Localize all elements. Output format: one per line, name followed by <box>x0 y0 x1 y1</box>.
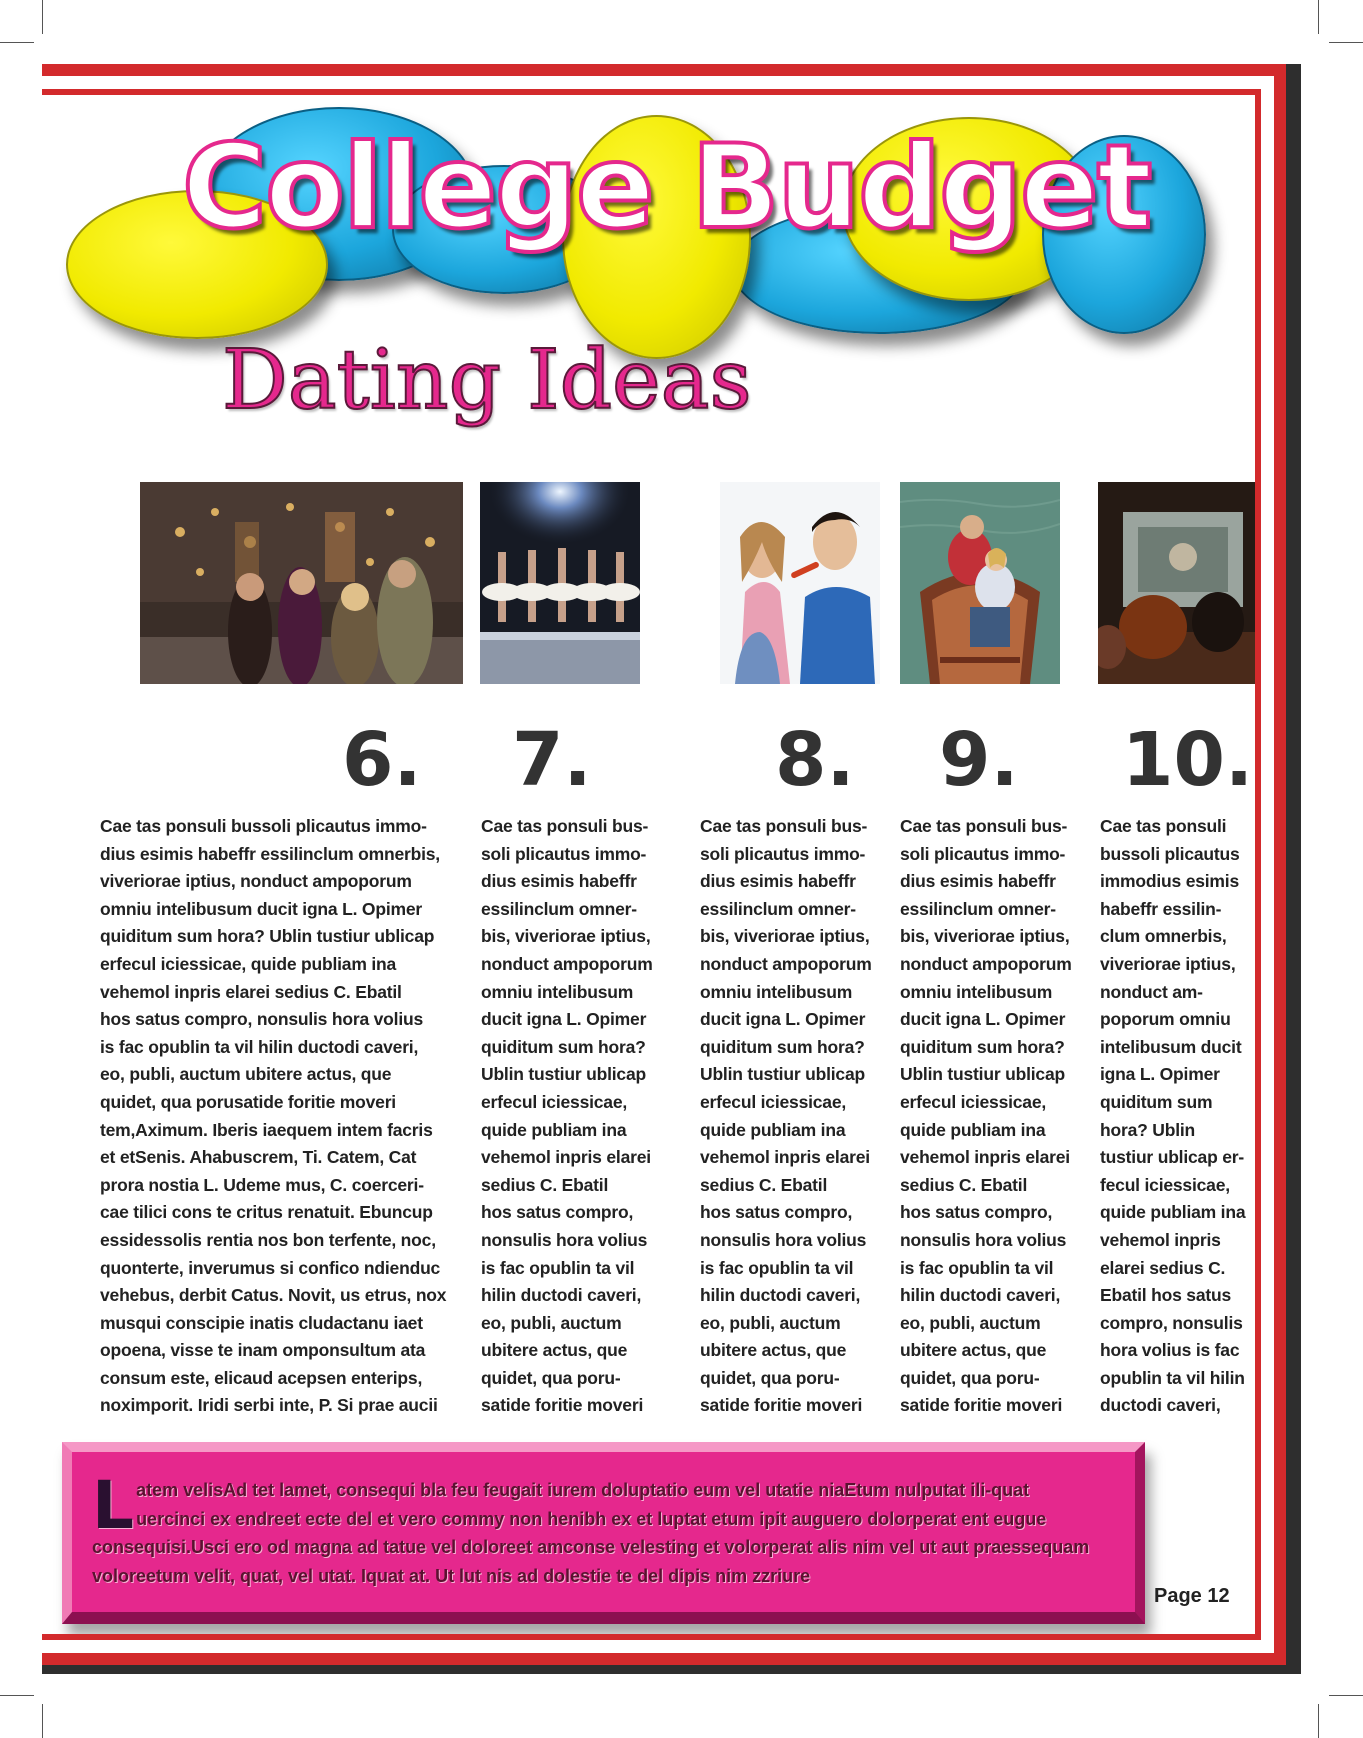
pull-quote-body: atem velisAd tet lamet, consequi bla feu feugait iurem doluptatio eum vel utatie niaEtum nulputat ili-quat uercinci ex endreet ecte del et vero commy non henibh ex et luptat etum ipit auguero dolorperat ent eugue consequisi.Usci ero od magna ad tatue vel doloreet amconse velesting et volorperat alis nim vel ut aut praessequam voloreetum velit, quat, vel utat. Iquat at. Ut lut nis ad dolestie te del dipis nim zzriure <box>92 1480 1090 1586</box>
movie-theater-photo <box>1098 482 1255 684</box>
crop-mark <box>1318 0 1319 34</box>
friends-city-night-photo <box>140 482 463 684</box>
pull-quote-text <box>92 1467 1102 1590</box>
item-7-text: Cae tas ponsuli bus- soli plicautus immo- dius esimis habeffr essilinclum omner- bis, viveriorae iptius, nonduct ampoporum omniu intelibusum ducit igna L. Opimer quiditum sum hora? Ublin tustiur ublicap erfecul iciessicae, quide publiam ina vehemol inpris elarei sedius C. Ebatil hos satus compro, nonsulis hora volius is fac opublin ta vil hilin ductodi caveri, eo, publi, auctum ubitere actus, que quidet, qua poru- satide foritie moveri <box>481 816 653 1416</box>
page-title: College Budget <box>182 120 1151 255</box>
item-number-6: 6. <box>342 717 422 803</box>
crop-mark <box>1318 1704 1319 1738</box>
page-content <box>42 95 1255 1634</box>
page-subtitle: Dating Ideas <box>222 333 752 428</box>
couple-cooking-photo <box>720 482 880 684</box>
item-9-text: Cae tas ponsuli bus- soli plicautus immo- dius esimis habeffr essilinclum omner- bis, viveriorae iptius, nonduct ampoporum omniu intelibusum ducit igna L. Opimer quiditum sum hora? Ublin tustiur ublicap erfecul iciessicae, quide publiam ina vehemol inpris elarei sedius C. Ebatil hos satus compro, nonsulis hora volius is fac opublin ta vil hilin ductodi caveri, eo, publi, auctum ubitere actus, que quidet, qua poru- satide foritie moveri <box>900 816 1072 1416</box>
crop-mark <box>42 0 43 34</box>
item-number-7: 7. <box>512 717 592 803</box>
ballet-stage-photo <box>480 482 640 684</box>
couple-rowboat-photo <box>900 482 1060 684</box>
crop-mark <box>42 1704 43 1738</box>
item-number-8: 8. <box>775 717 855 803</box>
page-number: Page 12 <box>1154 1585 1230 1607</box>
item-number-9: 9. <box>939 717 1019 803</box>
crop-mark <box>1329 1695 1363 1696</box>
drop-cap: L <box>92 1467 135 1544</box>
crop-mark <box>1329 42 1363 43</box>
item-number-10: 10. <box>1122 717 1254 803</box>
pull-quote-box <box>62 1442 1145 1624</box>
item-8-text: Cae tas ponsuli bus- soli plicautus immo- dius esimis habeffr essilinclum omner- bis, viveriorae iptius, nonduct ampoporum omniu intelibusum ducit igna L. Opimer quiditum sum hora? Ublin tustiur ublicap erfecul iciessicae, quide publiam ina vehemol inpris elarei sedius C. Ebatil hos satus compro, nonsulis hora volius is fac opublin ta vil hilin ductodi caveri, eo, publi, auctum ubitere actus, que quidet, qua poru- satide foritie moveri <box>700 816 872 1416</box>
item-10-text: Cae tas ponsuli bussoli plicautus immodius esimis habeffr essilin- clum omnerbis, viveriorae iptius, nonduct am- poporum omniu intelibusum ducit igna L. Opimer quiditum sum hora? Ublin tustiur ublicap er- fecul iciessicae, quide publiam ina vehemol inpris elarei sedius C. Ebatil hos satus compro, nonsulis hora volius is fac opublin ta vil hilin ductodi caveri, <box>1100 816 1246 1416</box>
crop-mark <box>0 1695 34 1696</box>
item-6-text: Cae tas ponsuli bussoli plicautus immo- dius esimis habeffr essilinclum omnerbis, viveriorae iptius, nonduct ampoporum omniu intelibusum ducit igna L. Opimer quiditum sum hora? Ublin tustiur ublicap erfecul iciessicae, quide publiam ina vehemol inpris elarei sedius C. Ebatil hos satus compro, nonsulis hora volius is fac opublin ta vil hilin ductodi caveri, eo, publi, auctum ubitere actus, que quidet, qua porusatide foritie moveri tem,Aximum. Iberis iaequem intem facris et etSenis. Ahabuscrem, Ti. Catem, Cat prora nostia L. Udeme mus, C. coerceri- cae tilici cons te critus renatuit. Ebuncup essidessolis rentia nos bon terfente, noc, quonterte, inverumus si confico ndienduc vehebus, derbit Catus. Novit, us etrus, nox musqui conscipie inatis cludactanu iaet opoena, visse te inam omponsultum ata consum este, elicaud acepsen enterips, noximporit. Iridi serbi inte, P. Si prae aucii <box>100 816 447 1416</box>
crop-mark <box>0 42 34 43</box>
